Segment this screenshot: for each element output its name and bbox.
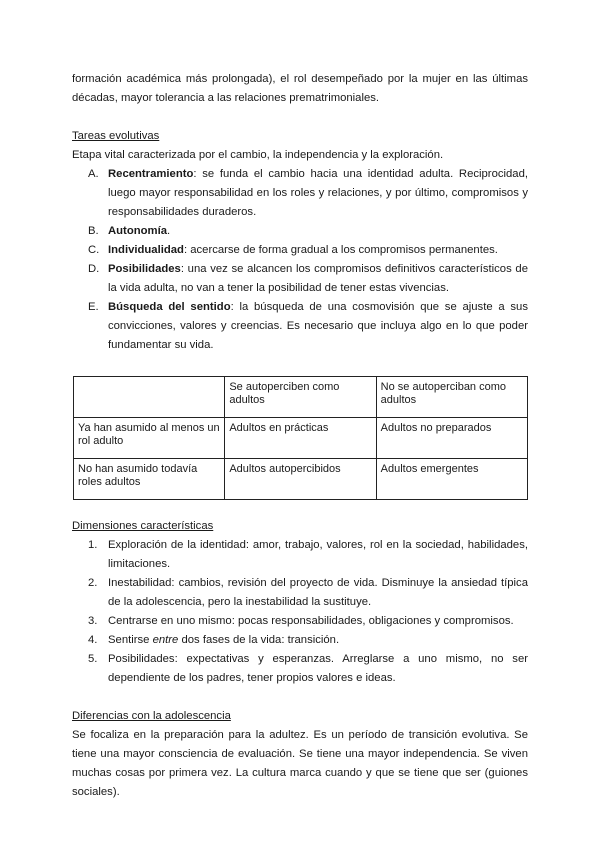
item-text: Centrarse en uno mismo: pocas responsabilidades, obligaciones y compromisos. [108,615,514,627]
list-marker: 3. [88,615,98,627]
item-text: Sentirse [108,634,153,646]
table-cell: No se autoperciban como adultos [376,377,527,418]
list-item [72,165,528,222]
list-item [72,612,528,631]
list-marker: D. [88,263,100,275]
table-row [74,418,528,459]
item-text: Inestabilidad: cambios, revisión del proyecto de vida. Disminuye la ansiedad típica de la adolescencia, pero la inestabilidad la sustituye. [108,577,528,608]
list-marker: 4. [88,634,98,646]
list-item [72,260,528,298]
table-cell: Ya han asumido al menos un rol adulto [74,418,225,459]
list-marker: A. [88,168,99,180]
table-header-row [74,377,528,418]
item-text: . [167,225,171,237]
item-text: dos fases de la vida: transición. [178,634,340,646]
term: Individualidad [108,244,184,256]
list-item [72,574,528,612]
table-cell: No han asumido todavía roles adultos [74,459,225,500]
item-text: : una vez se alcancen los compromisos definitivos característicos de la vida adulta, no van a tener la posibilidad de tener estas vivencias. [108,263,528,294]
table-cell [74,377,225,418]
intro-paragraph: formación académica más prolongada), el rol desempeñado por la mujer en las últimas décadas, mayor tolerancia a las relaciones prematrimoniales. [72,73,528,104]
list-item [72,536,528,574]
item-text: Exploración de la identidad: amor, trabajo, valores, rol en la sociedad, habilidades, limitaciones. [108,539,528,570]
table-cell: Adultos en prácticas [225,418,376,459]
item-text: : acercarse de forma gradual a los compromisos permanentes. [183,244,498,256]
table-row [74,459,528,500]
table-cell: Se autoperciben como adultos [225,377,376,418]
emphasis: entre [152,634,179,646]
item-text: Posibilidades: expectativas y esperanzas. Arreglarse a uno mismo, no ser dependiente de los padres, tener propios valores e ideas. [108,653,528,684]
table-cell: Adultos emergentes [376,459,527,500]
term: Búsqueda del sentido [108,301,231,313]
list-item [72,298,528,355]
list-item [72,222,528,241]
term: Posibilidades [108,263,181,275]
tareas-list [72,165,528,355]
list-marker: B. [88,225,99,237]
list-item [72,650,528,688]
list-item [72,241,528,260]
heading-dimensiones: Dimensiones características [72,520,214,532]
item-text: : la búsqueda de una cosmovisión que se ajuste a sus convicciones, valores y creencias. Es necesario que incluya algo en lo que poder fundamentar su vida. [108,301,528,351]
item-text: : se funda el cambio hacia una identidad adulta. Reciprocidad, luego mayor responsabilidad en los roles y relaciones, y por último, compromisos y responsabilidades duraderos. [108,168,528,218]
diferencias-paragraph: Se focaliza en la preparación para la adultez. Es un período de transición evolutiva. Se tiene una mayor consciencia de evaluación. Se tiene una mayor independencia. Se viven muchas cosas por primera vez. La cultura marca cuando y que se tiene que ser (guiones sociales). [72,729,528,798]
dimensiones-list [72,536,528,688]
adult-classification-table [73,376,528,500]
table-cell: Adultos autopercibidos [225,459,376,500]
list-marker: 5. [88,653,98,665]
list-marker: E. [88,301,99,313]
table-cell: Adultos no preparados [376,418,527,459]
tareas-lead: Etapa vital caracterizada por el cambio, la independencia y la exploración. [72,149,444,161]
heading-tareas-evolutivas: Tareas evolutivas [72,130,160,142]
list-marker: C. [88,244,100,256]
term: Autonomía [108,225,167,237]
list-item [72,631,528,650]
term: Recentramiento [108,168,194,180]
list-marker: 1. [88,539,98,551]
list-marker: 2. [88,577,98,589]
heading-diferencias: Diferencias con la adolescencia [72,710,231,722]
document-page [72,70,528,802]
